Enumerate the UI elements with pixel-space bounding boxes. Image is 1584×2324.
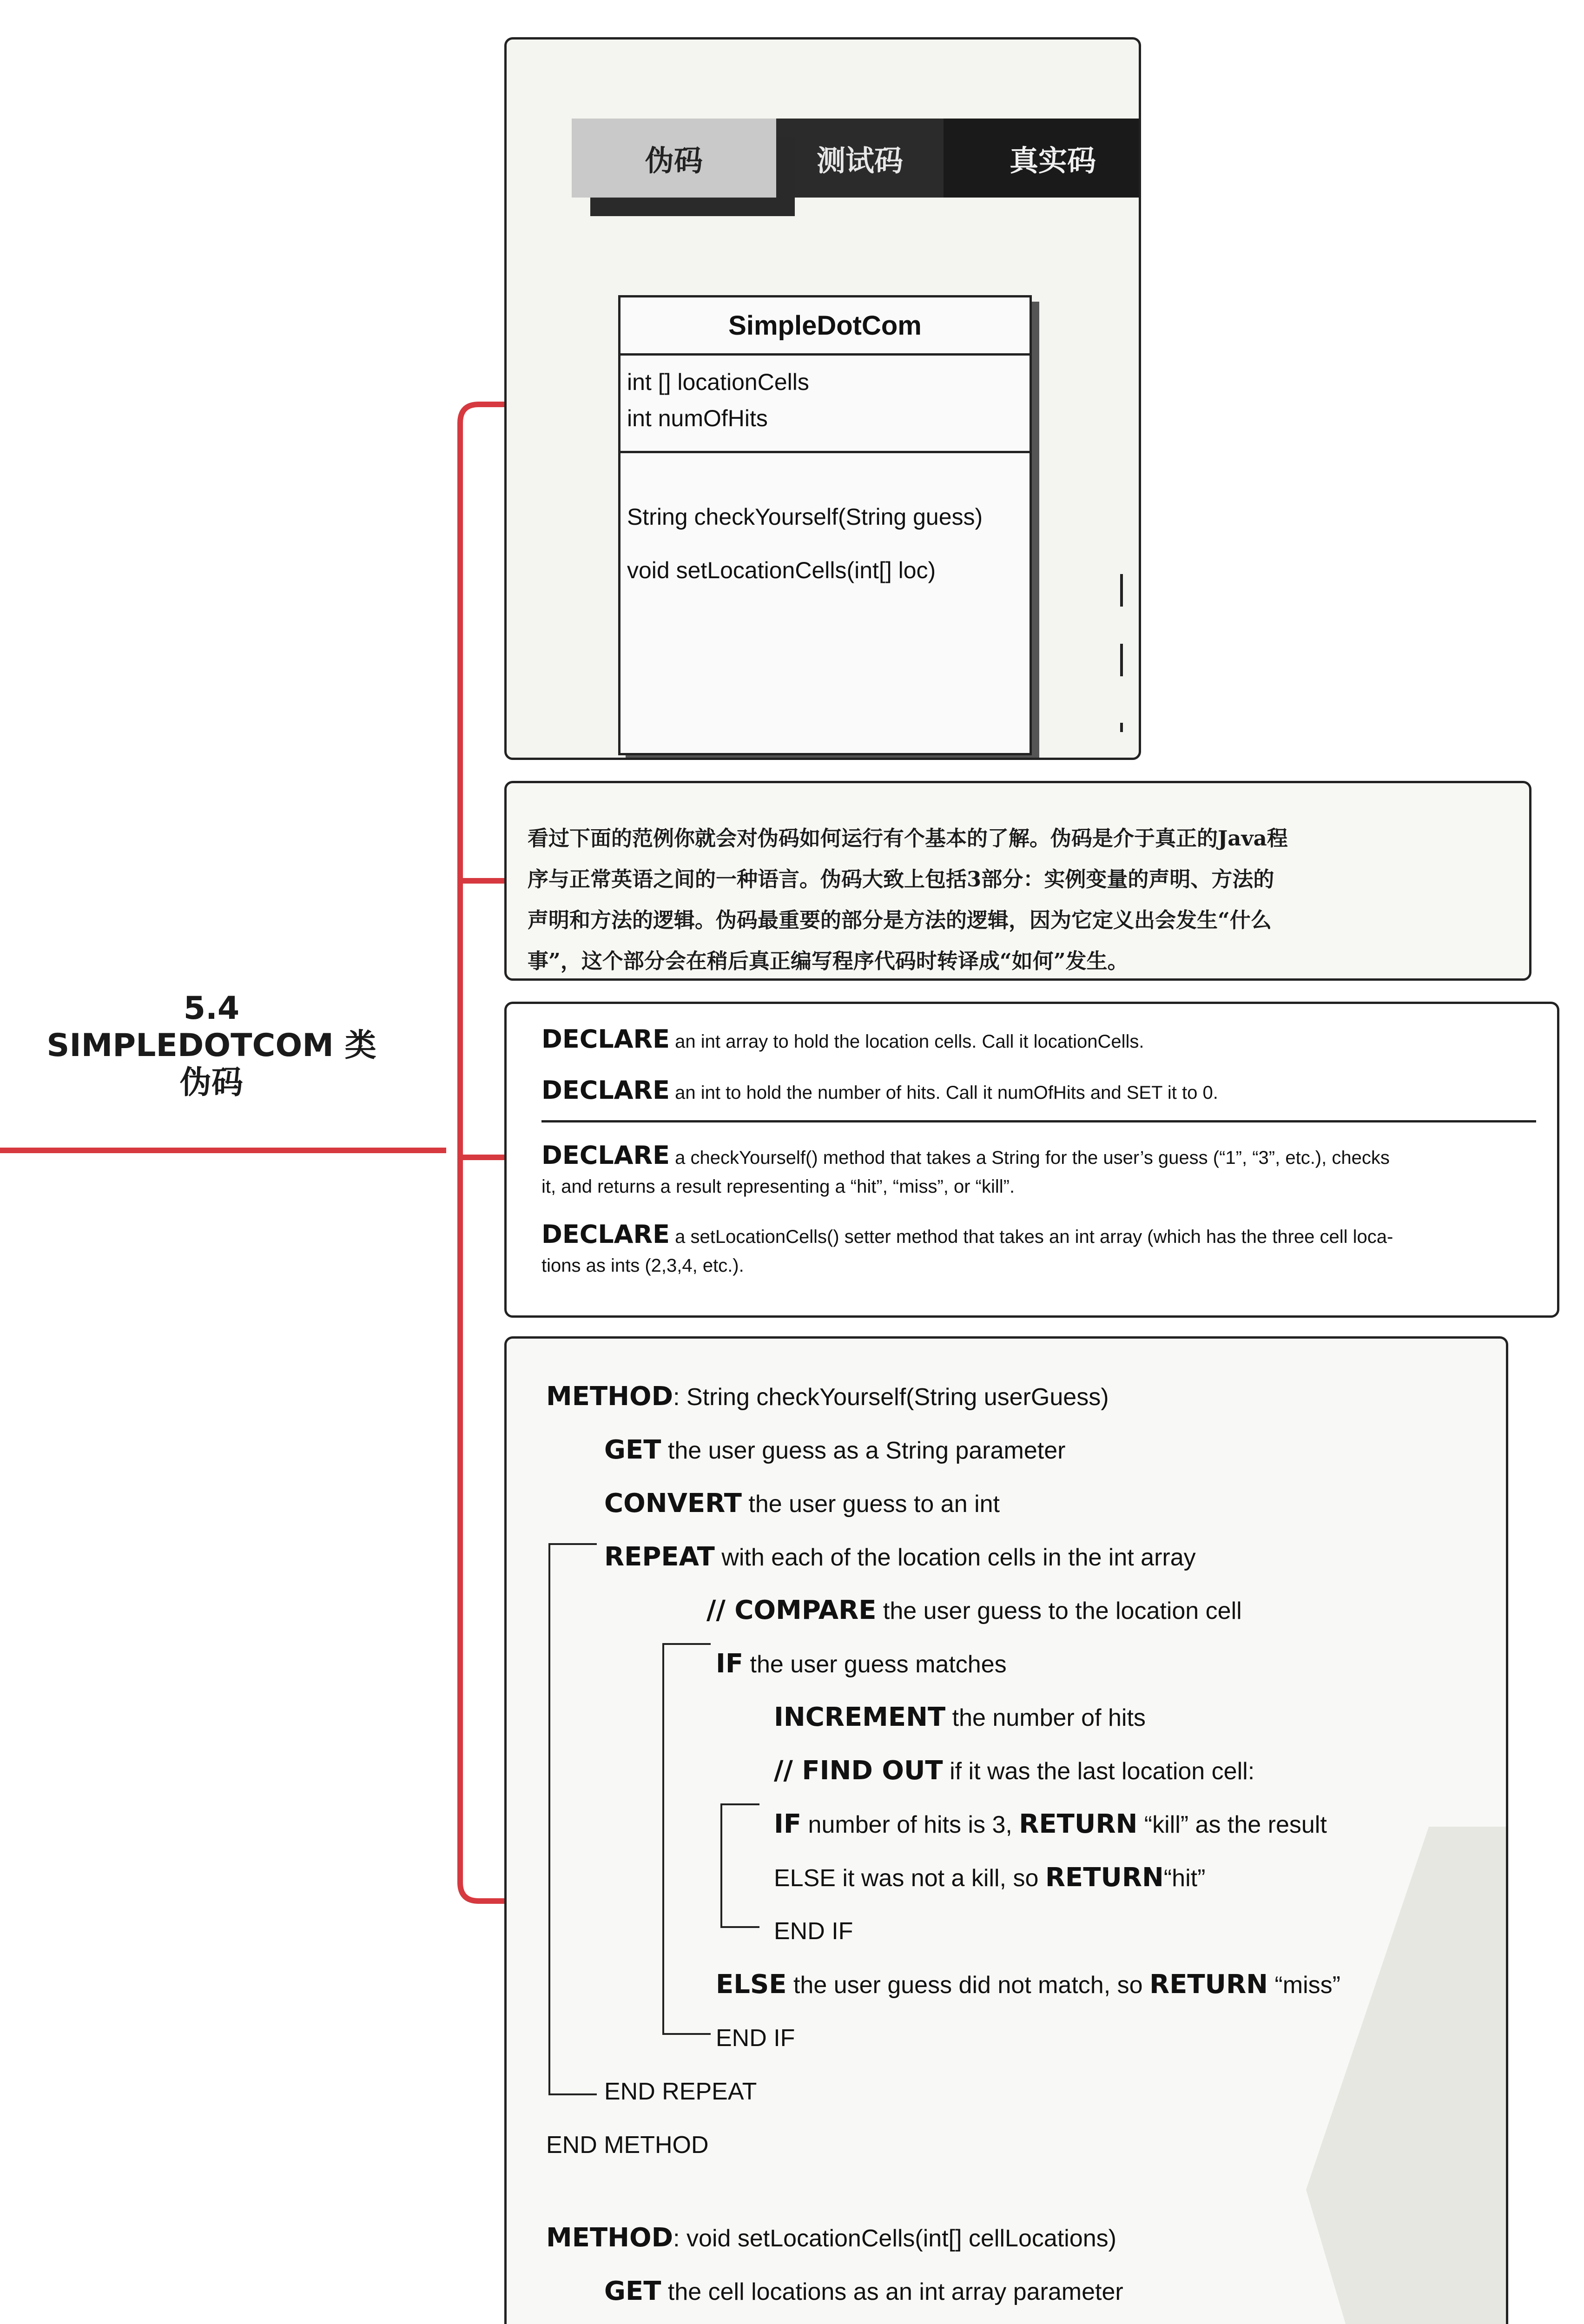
code-line: IF number of hits is 3, RETURN “kill” as the result [774, 1809, 1327, 1839]
paragraph-line: 声明和方法的逻辑。伪码最重要的部分是方法的逻辑，因为它定义出会发生“什么 [528, 908, 1272, 932]
uml-fields [620, 356, 1030, 453]
margin-mark [1120, 723, 1123, 732]
code-line: GET the user guess as a String parameter [604, 1435, 1066, 1465]
keyword: DECLARE [541, 1024, 670, 1054]
code-line: END REPEAT [604, 2078, 757, 2105]
uml-class-name: SimpleDotCom [620, 297, 1030, 356]
declare-line: DECLARE a checkYourself() method that takes a String for the user’s guess (“1”, “3”, etc.), checks it, and returns a result representing a “hit”, “miss”, or “kill”. [541, 1141, 1390, 1197]
margin-mark [1120, 574, 1123, 607]
code-line: METHOD: String checkYourself(String userGuess) [546, 1381, 1109, 1412]
inner-if-bracket [720, 1803, 759, 1928]
margin-mark [1120, 644, 1123, 676]
declare-line: DECLARE a setLocationCells() setter method that takes an int array (which has the three cell loca- tions as ints (2,3,4, etc.). [541, 1220, 1393, 1276]
branch-bracket [460, 404, 504, 1901]
code-line: METHOD: void setLocationCells(int[] cellLocations) [546, 2223, 1116, 2253]
description-paragraph [528, 818, 1508, 981]
uml-field: int [] locationCells [627, 369, 809, 395]
uml-class-diagram [618, 295, 1032, 755]
declare-line: DECLARE an int array to hold the location cells. Call it locationCells. [541, 1024, 1144, 1054]
code-line: END IF [716, 2025, 795, 2052]
paragraph-line: 事”，这个部分会在稍后真正编写程序代码时转译成“如何”发生。 [528, 949, 1129, 973]
paragraph-line: 看过下面的范例你就会对伪码如何运行有个基本的了解。伪码是介于真正的Java程 [528, 826, 1288, 851]
card-declarations[interactable] [504, 1002, 1559, 1318]
code-line: INCREMENT the number of hits [774, 1702, 1146, 1732]
uml-method: String checkYourself(String guess) [627, 504, 983, 530]
topic-line-2: SIMPLEDOTCOM 类 [46, 1027, 376, 1064]
code-type-tabs [572, 119, 1141, 198]
central-topic[interactable] [9, 990, 414, 1102]
code-line: END IF [774, 1918, 853, 1945]
code-line: // FIND OUT if it was the last location cell: [774, 1756, 1255, 1786]
tab-pseudocode: 伪码 [572, 119, 776, 198]
paragraph-line: 序与正常英语之间的一种语言。伪码大致上包括3部分：实例变量的声明、方法的 [528, 867, 1274, 891]
declare-line: DECLARE an int to hold the number of hits. Call it numOfHits and SET it to 0. [541, 1076, 1218, 1105]
code-line: CONVERT the user guess to an int [604, 1488, 1000, 1519]
uml-method: void setLocationCells(int[] loc) [627, 557, 936, 583]
code-line: // COMPARE the user guess to the location cell [706, 1595, 1242, 1625]
code-line: ELSE it was not a kill, so RETURN“hit” [774, 1862, 1206, 1893]
card-description[interactable] [504, 781, 1531, 981]
section-divider [541, 1120, 1536, 1122]
tab-test-code: 测试码 [776, 119, 944, 198]
topic-line-1: 5.4 [183, 990, 240, 1027]
tab-real-code: 真实码 [944, 119, 1141, 198]
if-bracket [662, 1643, 711, 2035]
card-uml-image[interactable] [504, 37, 1141, 760]
keyword: DECLARE [541, 1141, 670, 1170]
card-method-pseudocode[interactable] [504, 1336, 1508, 2324]
code-line: GET the cell locations as an int array parameter [604, 2276, 1123, 2306]
keyword: DECLARE [541, 1076, 670, 1105]
code-line: ELSE the user guess did not match, so RETURN “miss” [716, 1969, 1340, 2000]
repeat-bracket [548, 1543, 597, 2095]
code-line: IF the user guess matches [716, 1649, 1007, 1679]
code-line: END METHOD [546, 2132, 709, 2159]
topic-line-3: 伪码 [179, 1064, 243, 1101]
keyword: DECLARE [541, 1220, 670, 1249]
uml-methods [620, 453, 1030, 634]
uml-field: int numOfHits [627, 405, 768, 431]
code-line: REPEAT with each of the location cells in the int array [604, 1542, 1196, 1572]
scan-watermark [1306, 1827, 1508, 2324]
